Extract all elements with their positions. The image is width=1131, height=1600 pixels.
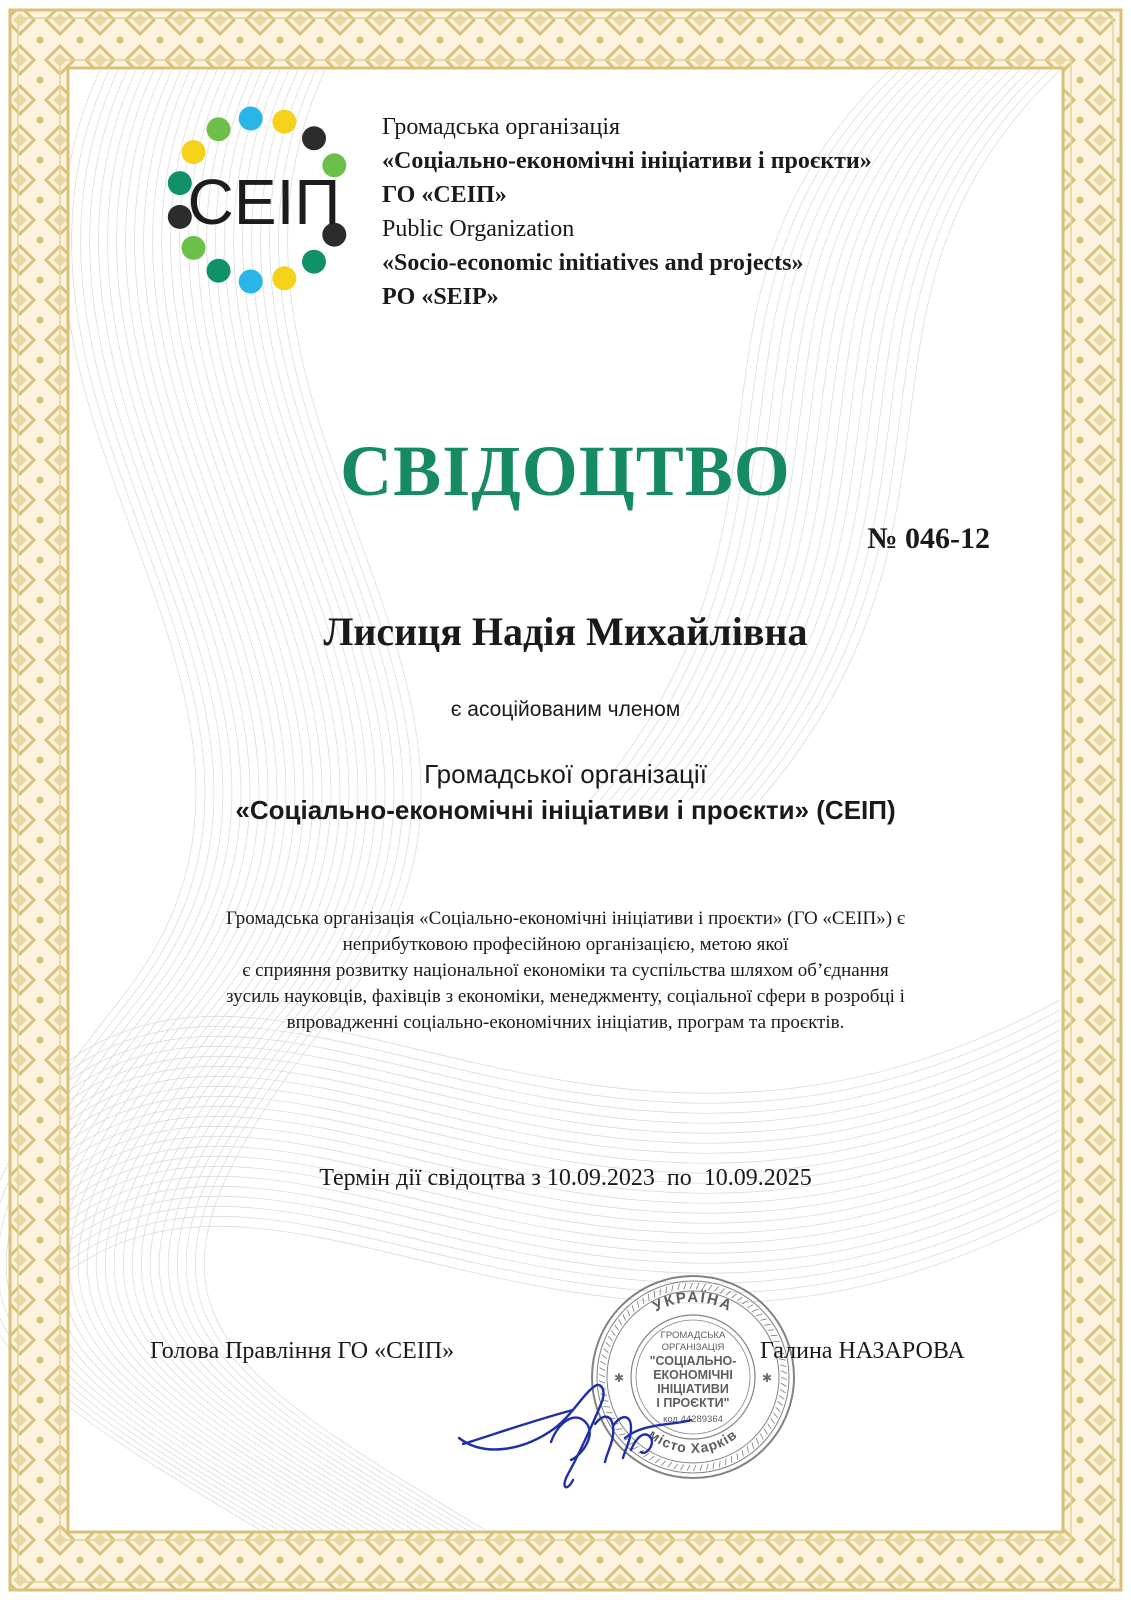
seal-star-right-icon: ✱: [762, 1371, 773, 1385]
org-en-name: «Socio-economic initiatives and projects»: [382, 250, 804, 276]
seal-bottom-arc: місто Харків: [645, 1425, 741, 1457]
seal-inner-line2: ОРГАНІЗАЦІЯ: [661, 1342, 725, 1353]
membership-org-line2: «Соціально-економічні ініціативи і проєкти» (СЕІП): [235, 795, 896, 825]
seal-inner-line6: І ПРОЄКТИ": [656, 1396, 730, 1410]
seal-inner-line1: ГРОМАДСЬКА: [660, 1330, 726, 1341]
description-line: Громадська організація «Соціально-економічні ініціативи і проєкти» (ГО «СЕІП») є: [225, 908, 905, 929]
signatory-position: Голова Правління ГО «СЕІП»: [150, 1338, 455, 1364]
signatory-name: Галина НАЗАРОВА: [760, 1338, 965, 1364]
description-line: неприбутковою професійною організацією, метою якої: [342, 934, 789, 955]
recipient-name: Лисиця Надія Михайлівна: [323, 609, 808, 654]
seal-inner-line4: ЕКОНОМІЧНІ: [653, 1368, 733, 1382]
membership-organization: [0, 756, 1131, 828]
seip-logo: [160, 100, 360, 300]
logo-dot: [239, 107, 263, 131]
seal-inner-line5: ІНІЦІАТИВИ: [657, 1382, 729, 1396]
logo-dot: [207, 117, 231, 141]
logo-dot: [239, 270, 263, 294]
org-ua-type: Громадська організація: [382, 114, 621, 140]
org-ua-abbr: ГО «СЕІП»: [382, 182, 507, 208]
description-line: є сприяння розвитку національної економіки та суспільства шляхом об’єднання: [242, 960, 889, 981]
logo-dot: [207, 259, 231, 283]
handwritten-signature: [455, 1380, 695, 1500]
organization-description: [150, 906, 981, 1036]
org-ua-name: «Соціально-економічні ініціативи і проєкти»: [382, 148, 872, 174]
logo-dot: [302, 250, 326, 274]
logo-text: СЕІП: [187, 166, 341, 238]
seal-inner-line3: "СОЦІАЛЬНО-: [649, 1354, 737, 1368]
seal-top-arc: УКРАЇНА: [650, 1288, 736, 1316]
certificate-number: № 046-12: [867, 522, 990, 555]
logo-dot: [302, 126, 326, 150]
membership-status: є асоційованим членом: [450, 698, 681, 721]
seal-star-left-icon: ✱: [614, 1371, 625, 1385]
description-line: зусиль науковців, фахівців з економіки, менеджменту, соціальної сфери в розробці і: [226, 986, 905, 1007]
certificate-title: СВІДОЦТВО: [340, 431, 791, 511]
org-en-abbr: PO «SEIP»: [382, 284, 499, 310]
seal-code: код 44289364: [663, 1414, 723, 1425]
logo-dot: [182, 236, 206, 260]
validity-period: Термін дії свідоцтва з 10.09.2023 по 10.09.2025: [319, 1165, 812, 1191]
description-line: впровадженні соціально-економічних ініціатив, програм та проєктів.: [286, 1012, 845, 1033]
membership-org-line1: Громадської організації: [424, 759, 707, 789]
logo-dot: [182, 140, 206, 164]
logo-dot: [272, 266, 296, 290]
organization-header: [382, 110, 872, 314]
org-en-type: Public Organization: [382, 216, 575, 242]
logo-dot: [272, 110, 296, 134]
